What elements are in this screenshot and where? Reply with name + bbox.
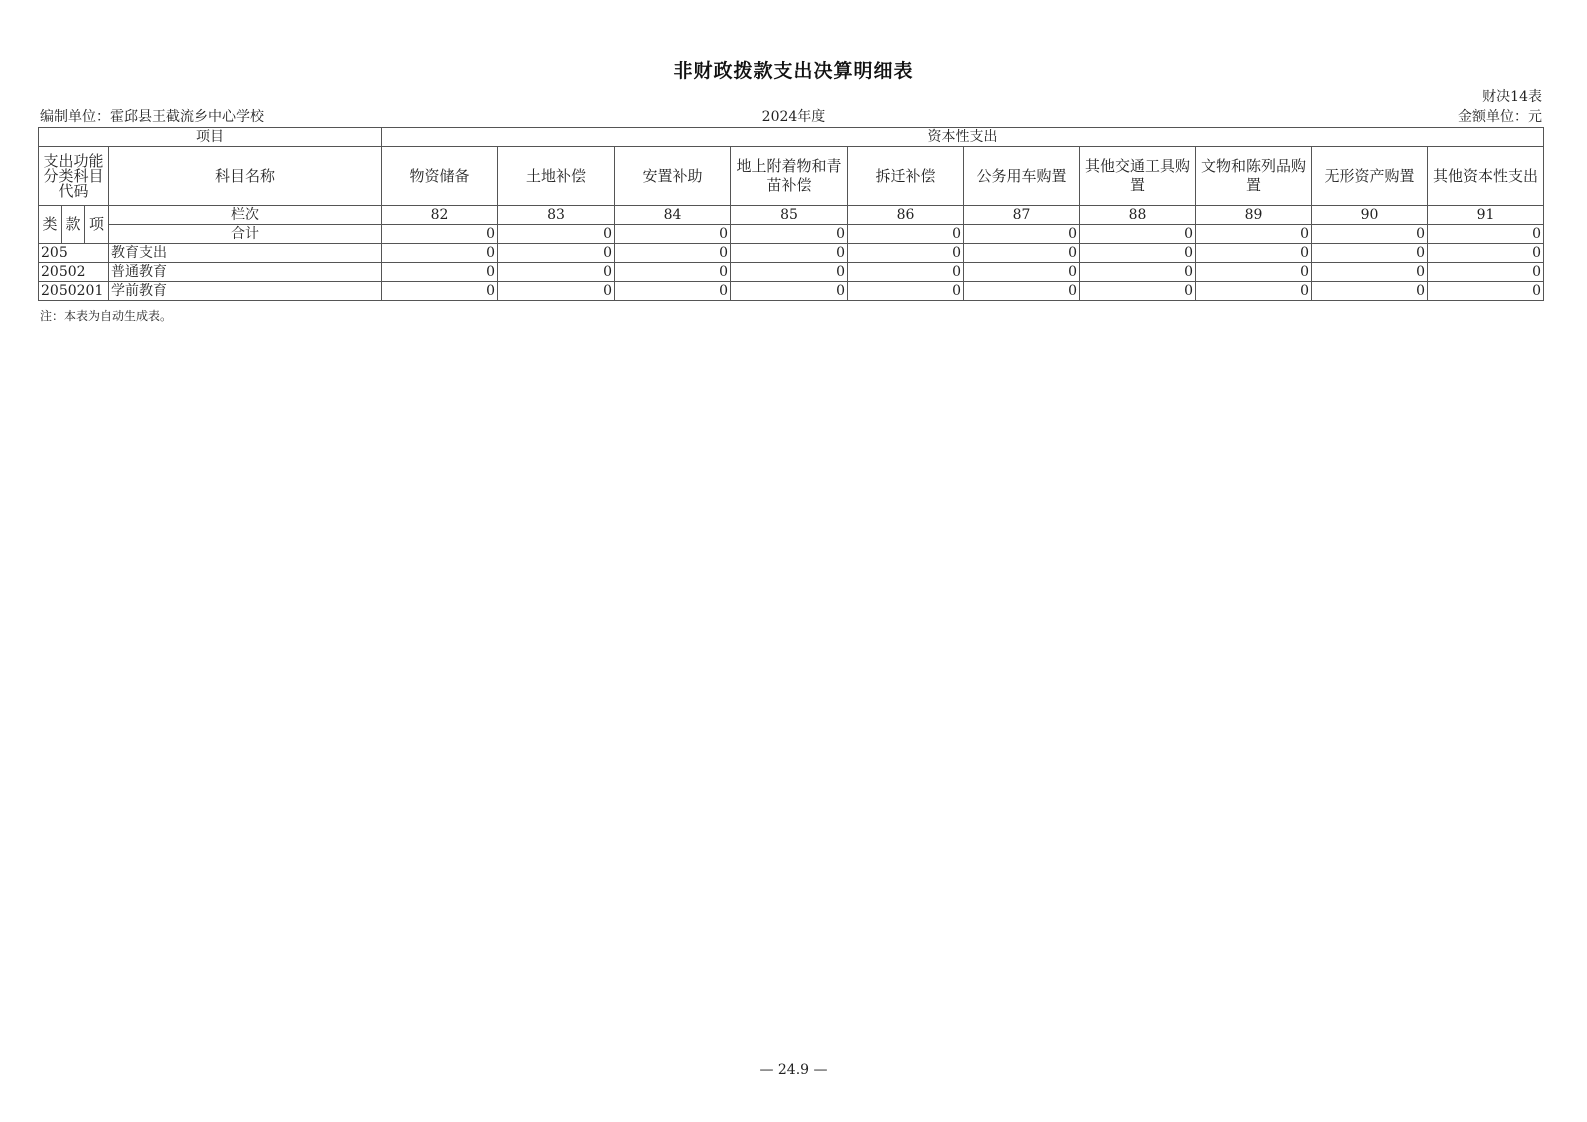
cell-value: 0	[382, 282, 498, 301]
cell-value: 0	[615, 244, 731, 263]
header-column: 其他资本性支出	[1428, 147, 1544, 206]
cell-value: 0	[1312, 244, 1428, 263]
cell-value: 0	[731, 282, 848, 301]
subject-name: 教育支出	[109, 244, 382, 263]
column-number: 91	[1428, 206, 1544, 225]
subject-code: 205	[39, 244, 109, 263]
total-value: 0	[848, 225, 964, 244]
cell-value: 0	[1428, 244, 1544, 263]
cell-value: 0	[1196, 263, 1312, 282]
table-row	[39, 263, 1544, 282]
header-column: 文物和陈列品购置	[1196, 147, 1312, 206]
cell-value: 0	[382, 263, 498, 282]
column-number-label: 栏次	[109, 206, 382, 225]
header-item: 项目	[39, 128, 382, 147]
header-column: 地上附着物和青苗补偿	[731, 147, 848, 206]
header-column: 安置补助	[615, 147, 731, 206]
column-number: 84	[615, 206, 731, 225]
expenditure-table	[38, 127, 1544, 301]
column-number: 87	[964, 206, 1080, 225]
total-label: 合计	[109, 225, 382, 244]
cell-value: 0	[615, 263, 731, 282]
total-value: 0	[498, 225, 615, 244]
column-number: 90	[1312, 206, 1428, 225]
header-code: 支出功能分类科目代码	[39, 147, 109, 206]
total-value: 0	[1196, 225, 1312, 244]
cell-value: 0	[1196, 244, 1312, 263]
column-number: 88	[1080, 206, 1196, 225]
column-number: 86	[848, 206, 964, 225]
header-lei: 类	[39, 206, 62, 244]
column-number: 82	[382, 206, 498, 225]
subject-code: 20502	[39, 263, 109, 282]
total-value: 0	[731, 225, 848, 244]
total-value: 0	[1080, 225, 1196, 244]
header-capital-expenditure: 资本性支出	[382, 128, 1544, 147]
header-kuan: 款	[62, 206, 85, 244]
cell-value: 0	[1080, 282, 1196, 301]
cell-value: 0	[1312, 282, 1428, 301]
column-number: 89	[1196, 206, 1312, 225]
cell-value: 0	[1312, 263, 1428, 282]
form-number: 财决14表	[1482, 89, 1542, 105]
page-number: — 24.9 —	[759, 1062, 828, 1078]
compiling-unit: 编制单位：霍邱县王截流乡中心学校	[40, 109, 264, 125]
header-column: 无形资产购置	[1312, 147, 1428, 206]
header-column: 其他交通工具购置	[1080, 147, 1196, 206]
header-xiang: 项	[85, 206, 109, 244]
table-row	[39, 282, 1544, 301]
cell-value: 0	[382, 244, 498, 263]
total-value: 0	[615, 225, 731, 244]
total-value: 0	[1312, 225, 1428, 244]
cell-value: 0	[848, 263, 964, 282]
header-column: 拆迁补偿	[848, 147, 964, 206]
total-row	[39, 225, 1544, 244]
cell-value: 0	[731, 263, 848, 282]
cell-value: 0	[498, 282, 615, 301]
header-column: 物资储备	[382, 147, 498, 206]
column-number: 85	[731, 206, 848, 225]
page-title: 非财政拨款支出决算明细表	[673, 60, 914, 82]
cell-value: 0	[498, 244, 615, 263]
amount-unit: 金额单位：元	[1458, 109, 1542, 125]
header-column: 公务用车购置	[964, 147, 1080, 206]
cell-value: 0	[1080, 263, 1196, 282]
total-value: 0	[964, 225, 1080, 244]
subject-code: 2050201	[39, 282, 109, 301]
cell-value: 0	[1196, 282, 1312, 301]
cell-value: 0	[848, 282, 964, 301]
table-row	[39, 244, 1544, 263]
fiscal-year: 2024年度	[761, 109, 826, 125]
cell-value: 0	[1428, 282, 1544, 301]
cell-value: 0	[964, 263, 1080, 282]
cell-value: 0	[1428, 263, 1544, 282]
cell-value: 0	[1080, 244, 1196, 263]
cell-value: 0	[615, 282, 731, 301]
subject-name: 普通教育	[109, 263, 382, 282]
subject-name: 学前教育	[109, 282, 382, 301]
header-subject-name: 科目名称	[109, 147, 382, 206]
total-value: 0	[382, 225, 498, 244]
cell-value: 0	[964, 282, 1080, 301]
cell-value: 0	[848, 244, 964, 263]
header-column: 土地补偿	[498, 147, 615, 206]
cell-value: 0	[964, 244, 1080, 263]
total-value: 0	[1428, 225, 1544, 244]
table-note: 注：本表为自动生成表。	[40, 309, 173, 323]
cell-value: 0	[498, 263, 615, 282]
column-number: 83	[498, 206, 615, 225]
cell-value: 0	[731, 244, 848, 263]
